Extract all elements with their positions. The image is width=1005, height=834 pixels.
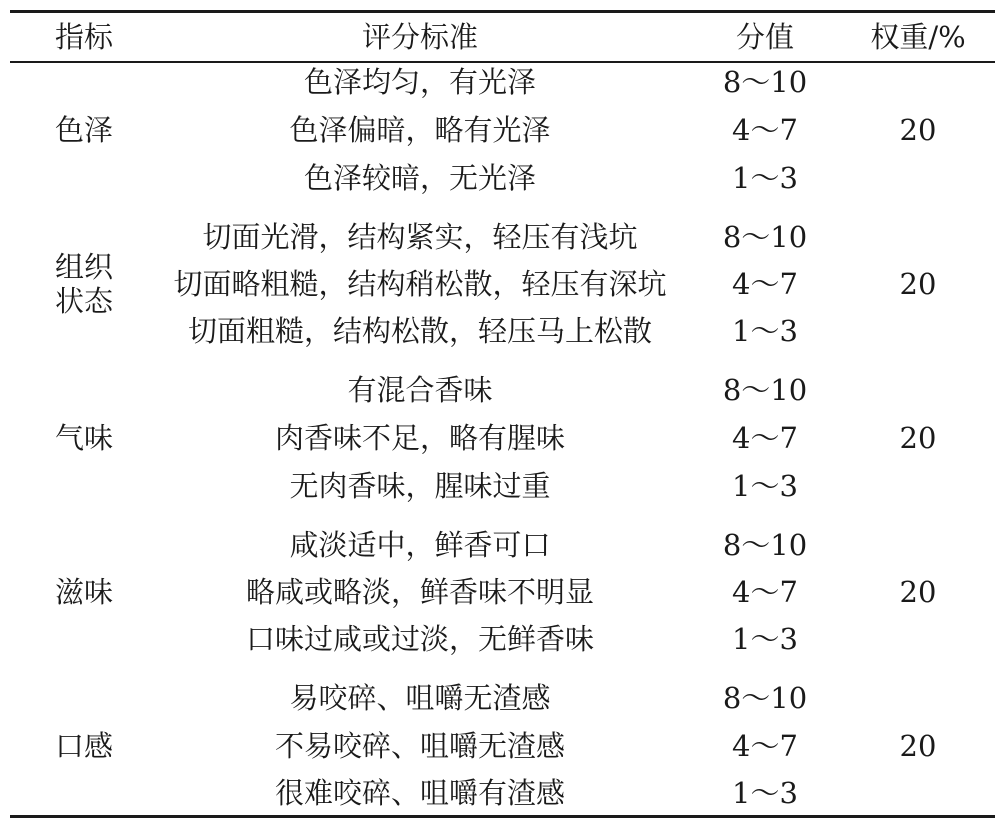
criteria-cell: 切面略粗糙，结构稍松散，轻压有深坑 xyxy=(173,267,667,301)
table-header-rule xyxy=(10,61,995,63)
score-cell: 1～3 xyxy=(732,161,798,195)
header-score: 分值 xyxy=(735,20,795,54)
score-cell: 4～7 xyxy=(732,267,798,301)
header-indicator: 指标 xyxy=(54,20,114,54)
criteria-cell: 有混合香味 xyxy=(347,373,493,407)
weight-cell: 20 xyxy=(899,575,937,609)
criteria-cell: 色泽均匀，有光泽 xyxy=(303,65,537,99)
weight-cell: 20 xyxy=(899,729,937,763)
criteria-cell: 不易咬碎、咀嚼无渣感 xyxy=(274,729,566,763)
criteria-cell: 色泽较暗，无光泽 xyxy=(303,161,537,195)
criteria-cell: 肉香味不足，略有腥味 xyxy=(274,421,566,455)
score-cell: 1～3 xyxy=(732,622,798,656)
criteria-cell: 无肉香味，腥味过重 xyxy=(289,469,551,503)
criteria-cell: 切面粗糙，结构松散，轻压马上松散 xyxy=(187,314,653,348)
score-cell: 8～10 xyxy=(722,220,808,254)
row-indicator-smell: 气味 xyxy=(54,421,114,455)
score-cell: 8～10 xyxy=(722,681,808,715)
score-cell: 1～3 xyxy=(732,469,798,503)
weight-cell: 20 xyxy=(899,421,937,455)
criteria-cell: 很难咬碎、咀嚼有渣感 xyxy=(274,776,566,810)
header-criteria: 评分标准 xyxy=(361,20,479,54)
row-indicator-texture: 组织 状态 xyxy=(54,250,114,318)
criteria-cell: 易咬碎、咀嚼无渣感 xyxy=(289,681,551,715)
row-indicator-taste: 滋味 xyxy=(54,575,114,609)
score-cell: 4～7 xyxy=(732,729,798,763)
table-top-rule xyxy=(10,10,995,13)
row-indicator-mouthfeel: 口感 xyxy=(54,729,114,763)
criteria-cell: 切面光滑，结构紧实，轻压有浅坑 xyxy=(202,220,638,254)
criteria-cell: 咸淡适中，鲜香可口 xyxy=(289,528,551,562)
score-cell: 8～10 xyxy=(722,373,808,407)
weight-cell: 20 xyxy=(899,267,937,301)
score-cell: 1～3 xyxy=(732,314,798,348)
table-bottom-rule xyxy=(10,815,995,818)
score-cell: 4～7 xyxy=(732,421,798,455)
weight-cell: 20 xyxy=(899,113,937,147)
criteria-cell: 略咸或略淡，鲜香味不明显 xyxy=(245,575,595,609)
criteria-cell: 色泽偏暗，略有光泽 xyxy=(289,113,551,147)
criteria-cell: 口味过咸或过淡，无鲜香味 xyxy=(245,622,595,656)
header-weight: 权重/% xyxy=(870,20,966,54)
score-cell: 4～7 xyxy=(732,575,798,609)
score-cell: 4～7 xyxy=(732,113,798,147)
row-indicator-color: 色泽 xyxy=(54,113,114,147)
score-cell: 8～10 xyxy=(722,65,808,99)
score-cell: 1～3 xyxy=(732,776,798,810)
score-cell: 8～10 xyxy=(722,528,808,562)
